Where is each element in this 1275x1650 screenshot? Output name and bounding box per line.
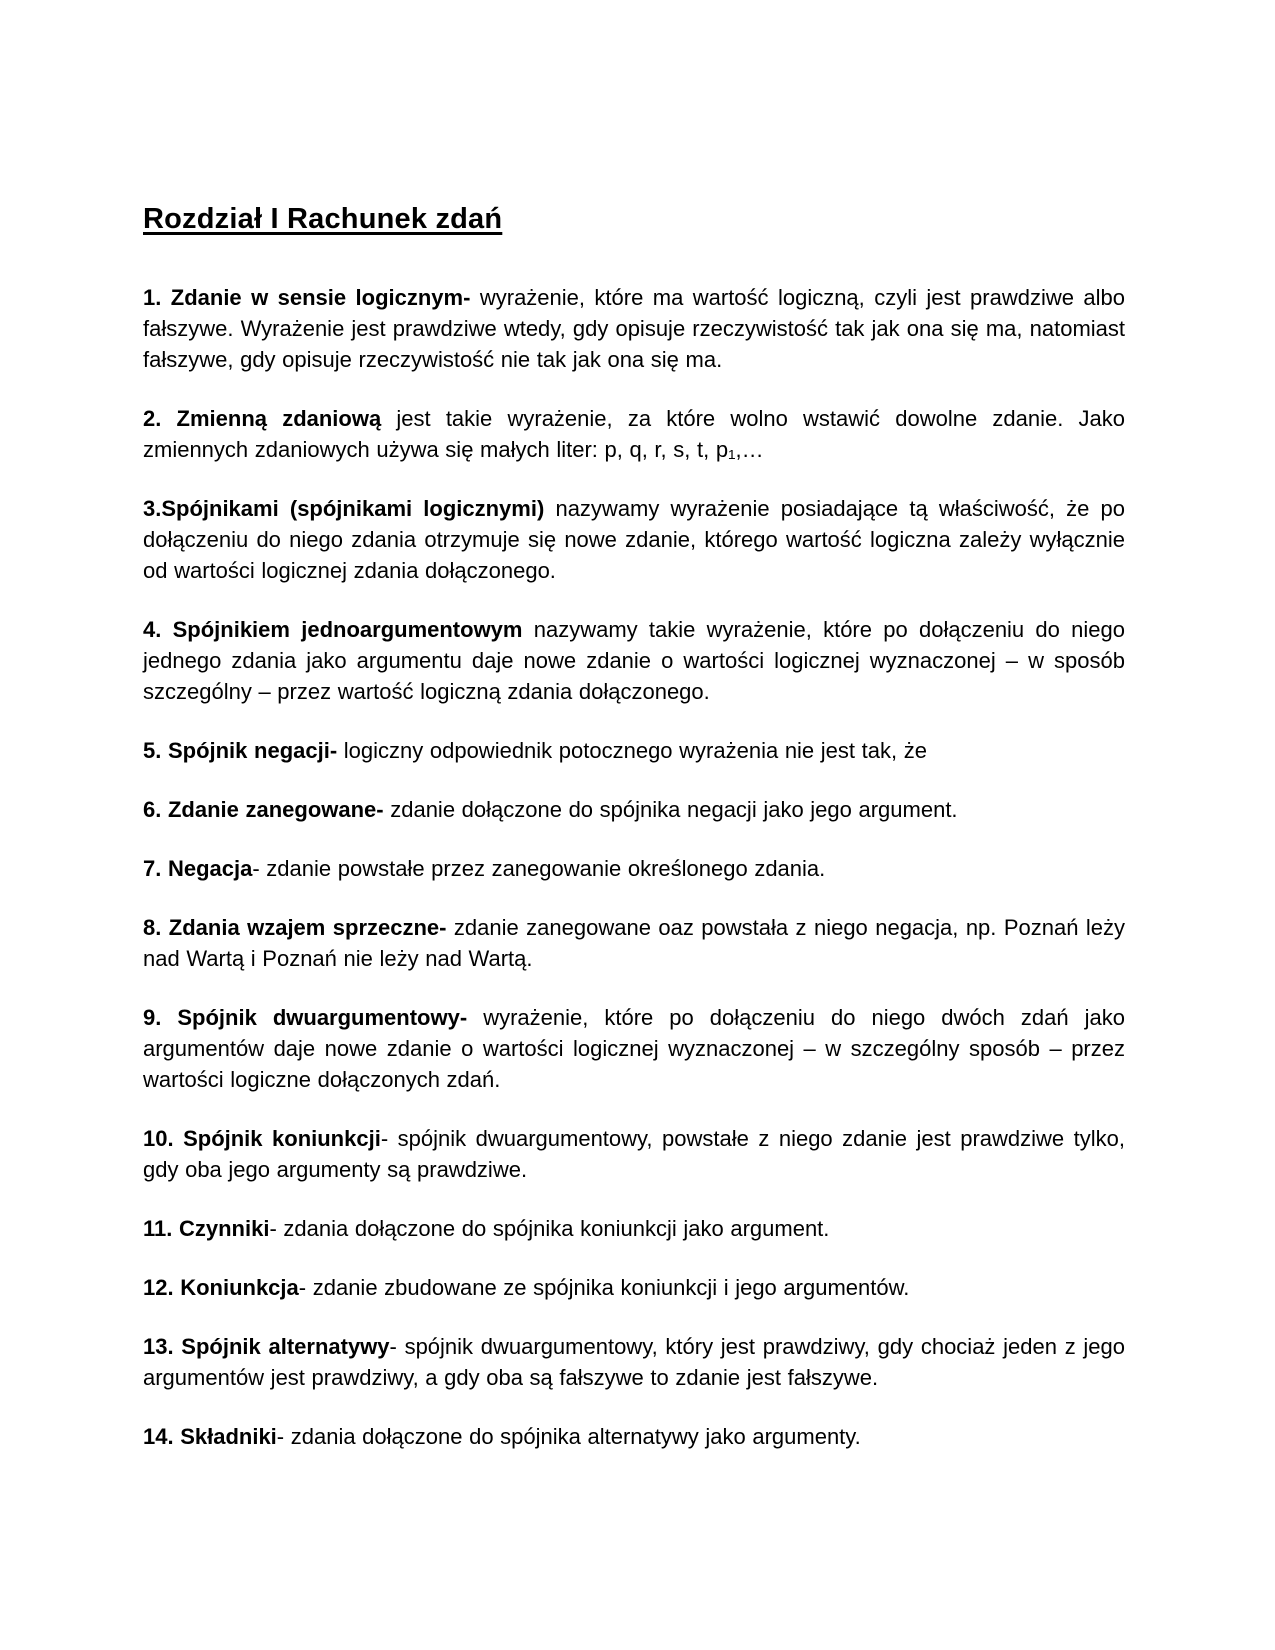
- definition-paragraph-6: [143, 794, 1125, 825]
- definition-text: - spójnik dwuargumentowy, który jest prawdziwy, gdy chociaż jeden z jego argumentów jest prawdziwy, a gdy oba są fałszywe to zdanie jest fałszywe.: [143, 1334, 1126, 1390]
- definition-term: 6. Zdanie zanegowane-: [143, 797, 384, 822]
- definition-text: zdanie zanegowane oaz powstała z niego negacja, np. Poznań leży nad Wartą i Poznań nie leży nad Wartą.: [143, 915, 1125, 971]
- definition-paragraph-12: [143, 1272, 1125, 1303]
- definition-paragraph-3: [143, 493, 1125, 586]
- definition-paragraph-1: [143, 282, 1125, 375]
- definition-paragraph-7: [143, 853, 1125, 884]
- definition-term: 5. Spójnik negacji-: [143, 738, 338, 763]
- definition-term: 3.Spójnikami (spójnikami logicznymi): [143, 496, 545, 521]
- definition-paragraph-10: [143, 1123, 1125, 1185]
- definition-paragraph-8: [143, 912, 1125, 974]
- definition-term: 13. Spójnik alternatywy: [143, 1334, 390, 1359]
- definition-term: 14. Składniki: [143, 1424, 277, 1449]
- definition-text: wyrażenie, które ma wartość logiczną, czyli jest prawdziwe albo fałszywe. Wyrażenie jest prawdziwe wtedy, gdy opisuje rzeczywistość tak jak ona się ma, natomiast fałszywe, gdy opisuje rzeczywistość nie tak jak ona się ma.: [143, 285, 1125, 372]
- definition-text: - spójnik dwuargumentowy, powstałe z niego zdanie jest prawdziwe tylko, gdy oba jego argumenty są prawdziwe.: [143, 1126, 1125, 1182]
- definition-term: 7. Negacja: [143, 856, 253, 881]
- definition-text: jest takie wyrażenie, za które wolno wstawić dowolne zdanie. Jako zmiennych zdaniowych używa się małych liter: p, q, r, s, t, p₁,…: [143, 406, 1125, 462]
- definition-term: 4. Spójnikiem jednoargumentowym: [143, 617, 523, 642]
- page-title: Rozdział I Rachunek zdań: [143, 203, 503, 235]
- definition-paragraph-9: [143, 1002, 1125, 1095]
- definition-term: 10. Spójnik koniunkcji: [143, 1126, 381, 1151]
- definition-text: logiczny odpowiednik potocznego wyrażenia nie jest tak, że: [337, 738, 927, 763]
- definition-term: 8. Zdania wzajem sprzeczne-: [143, 915, 447, 940]
- definition-text: - zdania dołączone do spójnika koniunkcji jako argument.: [269, 1216, 830, 1241]
- definition-text: nazywamy takie wyrażenie, które po dołączeniu do niego jednego zdania jako argumentu daje nowe zdanie o wartości logicznej wyznaczonej – w sposób szczególny – przez wartość logiczną zdania dołączonego.: [143, 617, 1125, 704]
- definition-paragraph-5: [143, 735, 1125, 766]
- definition-paragraph-4: [143, 614, 1125, 707]
- definition-text: - zdania dołączone do spójnika alternatywy jako argumenty.: [276, 1424, 861, 1449]
- definition-term: 2. Zmienną zdaniową: [143, 406, 382, 431]
- definition-paragraph-11: [143, 1213, 1125, 1244]
- definition-text: nazywamy wyrażenie posiadające tą właściwość, że po dołączeniu do niego zdania otrzymuje się nowe zdanie, którego wartość logiczna zależy wyłącznie od wartości logicznej zdania dołączonego.: [143, 496, 1126, 583]
- definition-text: zdanie dołączone do spójnika negacji jako jego argument.: [383, 797, 958, 822]
- definition-paragraph-13: [143, 1331, 1125, 1393]
- definition-text: - zdanie powstałe przez zanegowanie określonego zdania.: [252, 856, 826, 881]
- definition-paragraph-2: [143, 403, 1125, 465]
- definition-text: wyrażenie, które po dołączeniu do niego dwóch zdań jako argumentów daje nowe zdanie o wartości logicznej wyznaczonej – w szczególny sposób – przez wartości logiczne dołączonych zdań.: [143, 1005, 1125, 1092]
- definition-term: 9. Spójnik dwuargumentowy-: [143, 1005, 468, 1030]
- definition-text: - zdanie zbudowane ze spójnika koniunkcji i jego argumentów.: [298, 1275, 910, 1300]
- definition-term: 11. Czynniki: [143, 1216, 270, 1241]
- definition-paragraph-14: [143, 1421, 1125, 1452]
- definition-term: 1. Zdanie w sensie logicznym-: [143, 285, 471, 310]
- definition-term: 12. Koniunkcja: [143, 1275, 299, 1300]
